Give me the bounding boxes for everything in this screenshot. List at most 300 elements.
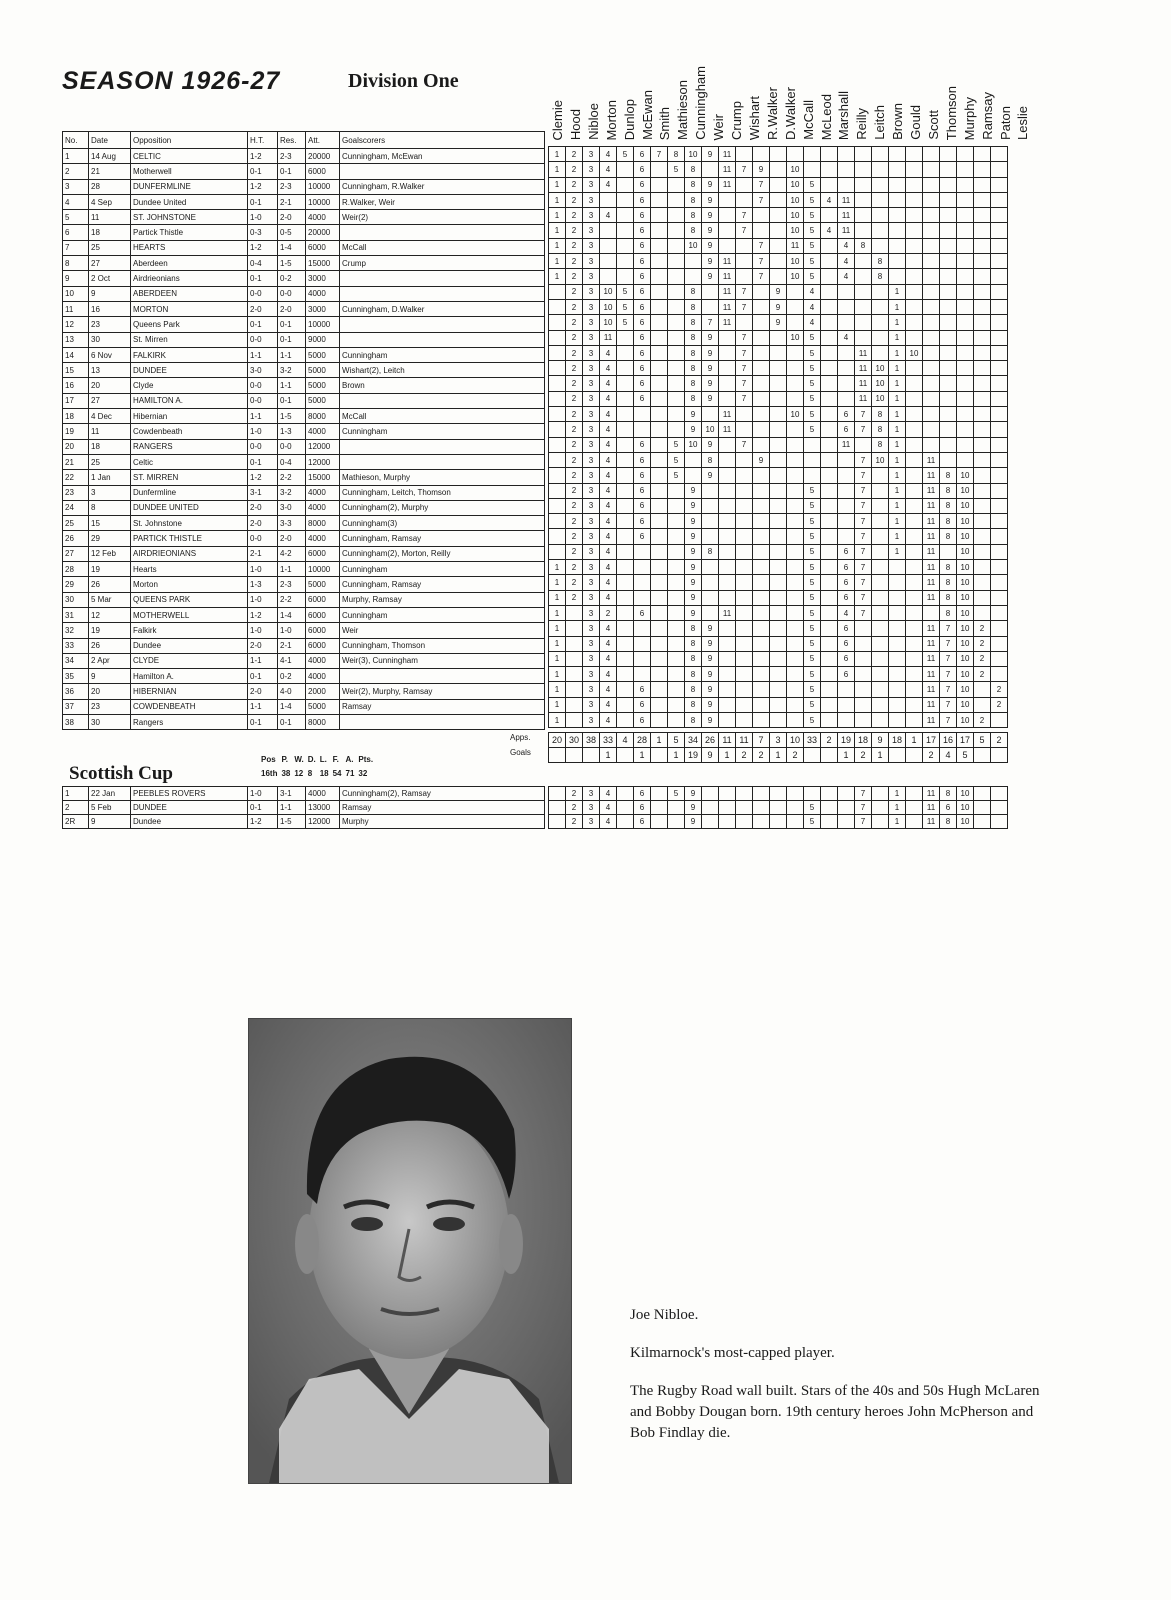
summary-value-cell: 16th	[261, 768, 278, 778]
grid-cell	[906, 407, 923, 422]
match-cell: 4 Dec	[89, 409, 131, 424]
grid-cell	[736, 621, 753, 636]
grid-cell: 3	[583, 498, 600, 513]
grid-cell	[838, 177, 855, 192]
match-cell: 21	[63, 454, 89, 469]
grid-cell	[974, 697, 991, 712]
match-cell: 4-0	[278, 684, 306, 699]
grid-cell	[651, 605, 668, 620]
grid-cell	[906, 468, 923, 483]
grid-row	[549, 330, 1008, 345]
grid-cell: 8	[685, 682, 702, 697]
match-cell: 3	[89, 485, 131, 500]
grid-cell	[736, 590, 753, 605]
match-cell: PARTICK THISTLE	[131, 531, 248, 546]
grid-cell: 7	[855, 560, 872, 575]
grid-cell	[991, 560, 1008, 575]
match-cell: ABERDEEN	[131, 286, 248, 301]
grid-cell: 10	[872, 452, 889, 467]
grid-cell: 11	[838, 437, 855, 452]
grid-cell: 5	[804, 391, 821, 406]
match-cell: Cunningham(2), Murphy	[340, 500, 545, 515]
grid-cell	[549, 284, 566, 299]
grid-cell: 2	[991, 682, 1008, 697]
cup-grid-cell: 8	[940, 787, 957, 801]
grid-cell: 5	[804, 605, 821, 620]
grid-cell: 3	[583, 376, 600, 391]
grid-cell: 11	[719, 254, 736, 269]
grid-cell: 8	[940, 468, 957, 483]
grid-cell	[991, 636, 1008, 651]
grid-cell: 10	[685, 238, 702, 253]
grid-cell	[770, 452, 787, 467]
grid-cell: 7	[855, 468, 872, 483]
grid-cell: 6	[634, 498, 651, 513]
grid-cell	[787, 299, 804, 314]
grid-row	[549, 667, 1008, 682]
grid-cell	[872, 498, 889, 513]
grid-cell	[668, 361, 685, 376]
grid-cell	[906, 621, 923, 636]
grid-cell	[889, 575, 906, 590]
match-cell: 16	[89, 301, 131, 316]
cup-grid-cell: 7	[855, 787, 872, 801]
grid-row	[549, 192, 1008, 207]
summary-value-cell: 54	[332, 768, 342, 778]
match-cell: 1-2	[248, 470, 278, 485]
grid-cell	[906, 208, 923, 223]
grid-cell	[651, 529, 668, 544]
grid-cell: 10	[787, 192, 804, 207]
match-cell: 5000	[306, 378, 340, 393]
grid-cell	[668, 529, 685, 544]
grid-cell	[617, 254, 634, 269]
match-cell: Cunningham	[340, 607, 545, 622]
grid-cell	[753, 712, 770, 727]
grid-cell	[974, 254, 991, 269]
grid-cell	[940, 376, 957, 391]
grid-cell	[855, 284, 872, 299]
grid-cell: 1	[549, 560, 566, 575]
match-cell: 1-5	[278, 409, 306, 424]
cup-grid-cell: 10	[957, 801, 974, 815]
cup-match-row	[63, 815, 545, 829]
grid-cell: 2	[566, 238, 583, 253]
goals-row	[549, 748, 1008, 763]
grid-cell: 3	[583, 407, 600, 422]
cup-grid-cell	[753, 801, 770, 815]
grid-cell	[974, 269, 991, 284]
grid-cell	[549, 345, 566, 360]
player-column-header	[924, 20, 940, 140]
grid-cell: 10	[957, 514, 974, 529]
goals-cell: 5	[957, 748, 974, 763]
grid-cell	[974, 514, 991, 529]
grid-cell	[940, 315, 957, 330]
grid-cell	[923, 208, 940, 223]
grid-cell: 2	[566, 284, 583, 299]
grid-cell	[549, 452, 566, 467]
grid-cell	[770, 192, 787, 207]
cup-grid-cell	[838, 815, 855, 829]
grid-cell	[617, 697, 634, 712]
grid-cell: 2	[566, 452, 583, 467]
match-cell: 20000	[306, 149, 340, 164]
player-name: Paton	[997, 106, 1013, 140]
grid-row	[549, 162, 1008, 177]
grid-cell	[940, 162, 957, 177]
grid-cell	[991, 452, 1008, 467]
cup-match-cell: 0-1	[248, 801, 278, 815]
grid-cell	[668, 299, 685, 314]
match-cell: 34	[63, 653, 89, 668]
grid-cell	[872, 223, 889, 238]
grid-cell	[940, 407, 957, 422]
grid-cell: 4	[600, 682, 617, 697]
grid-cell	[651, 560, 668, 575]
scottish-cup-heading: Scottish Cup	[69, 763, 173, 784]
grid-cell	[753, 621, 770, 636]
apps-cell: 10	[787, 733, 804, 748]
match-cell: 15	[89, 516, 131, 531]
cup-grid-cell	[770, 787, 787, 801]
grid-cell	[651, 254, 668, 269]
grid-cell	[991, 330, 1008, 345]
grid-cell: 8	[702, 544, 719, 559]
grid-cell	[855, 712, 872, 727]
grid-cell	[906, 422, 923, 437]
match-cell: 9	[89, 286, 131, 301]
grid-row	[549, 269, 1008, 284]
grid-cell	[855, 177, 872, 192]
match-cell: 1-4	[278, 699, 306, 714]
grid-cell	[549, 361, 566, 376]
grid-cell	[651, 651, 668, 666]
grid-cell: 5	[804, 376, 821, 391]
grid-cell	[872, 299, 889, 314]
match-cell: Cunningham	[340, 347, 545, 362]
player-name: Brown	[890, 103, 906, 140]
grid-cell	[736, 407, 753, 422]
match-cell: 0-0	[278, 286, 306, 301]
grid-cell: 8	[940, 590, 957, 605]
match-cell	[340, 225, 545, 240]
grid-cell	[549, 529, 566, 544]
grid-cell	[906, 667, 923, 682]
grid-cell	[753, 498, 770, 513]
grid-cell	[872, 605, 889, 620]
grid-cell	[736, 254, 753, 269]
grid-cell: 5	[617, 299, 634, 314]
grid-cell: 8	[685, 345, 702, 360]
match-cell: 1-4	[278, 240, 306, 255]
grid-cell	[906, 269, 923, 284]
match-cell: Cunningham, Leitch, Thomson	[340, 485, 545, 500]
grid-cell	[617, 575, 634, 590]
cup-grid-cell: 5	[668, 787, 685, 801]
grid-cell	[991, 315, 1008, 330]
grid-cell: 10	[702, 422, 719, 437]
grid-cell	[974, 529, 991, 544]
grid-cell: 2	[566, 529, 583, 544]
grid-cell	[719, 651, 736, 666]
grid-cell: 3	[583, 238, 600, 253]
grid-cell	[838, 682, 855, 697]
goals-cell	[906, 748, 923, 763]
match-cell: CELTIC	[131, 149, 248, 164]
grid-cell: 7	[736, 391, 753, 406]
cup-grid-cell	[719, 801, 736, 815]
cup-grid-cell: 6	[634, 815, 651, 829]
grid-cell	[991, 162, 1008, 177]
grid-cell	[702, 483, 719, 498]
match-cell: 31	[63, 607, 89, 622]
grid-cell	[974, 391, 991, 406]
cup-match-cell: 12000	[306, 815, 340, 829]
grid-row	[549, 651, 1008, 666]
grid-cell	[719, 238, 736, 253]
player-column-header	[906, 20, 922, 140]
grid-cell	[617, 468, 634, 483]
grid-cell	[804, 452, 821, 467]
grid-cell: 4	[600, 621, 617, 636]
grid-cell	[804, 468, 821, 483]
player-column-header	[1013, 20, 1029, 140]
grid-cell	[957, 361, 974, 376]
match-cell: HAMILTON A.	[131, 393, 248, 408]
grid-cell	[651, 437, 668, 452]
apps-cell: 18	[889, 733, 906, 748]
grid-cell: 1	[549, 147, 566, 162]
cup-grid-cell	[719, 815, 736, 829]
grid-cell	[566, 636, 583, 651]
apps-cell: 28	[634, 733, 651, 748]
grid-cell: 1	[889, 391, 906, 406]
grid-cell: 6	[838, 422, 855, 437]
match-cell: 0-1	[278, 317, 306, 332]
grid-cell	[821, 177, 838, 192]
grid-cell	[668, 651, 685, 666]
grid-cell	[719, 590, 736, 605]
grid-cell: 4	[600, 498, 617, 513]
grid-cell	[651, 575, 668, 590]
match-cell: 4	[63, 194, 89, 209]
grid-cell: 4	[600, 407, 617, 422]
apps-cell: 33	[600, 733, 617, 748]
grid-cell	[889, 590, 906, 605]
match-cell: 13	[89, 363, 131, 378]
grid-cell: 1	[549, 575, 566, 590]
cup-grid-cell	[549, 801, 566, 815]
match-cell: 1-0	[248, 562, 278, 577]
grid-cell	[634, 590, 651, 605]
match-cell: 18	[89, 439, 131, 454]
grid-cell: 4	[838, 254, 855, 269]
grid-cell: 5	[804, 361, 821, 376]
grid-cell	[923, 345, 940, 360]
grid-cell	[787, 498, 804, 513]
grid-cell	[906, 162, 923, 177]
apps-cell: 34	[685, 733, 702, 748]
grid-cell	[736, 667, 753, 682]
grid-cell	[634, 621, 651, 636]
grid-cell	[787, 376, 804, 391]
player-name: Smith	[657, 106, 673, 140]
player-name: McEwan	[639, 90, 655, 140]
grid-cell	[617, 529, 634, 544]
match-cell: 12	[89, 607, 131, 622]
apps-cell: 16	[940, 733, 957, 748]
grid-cell	[974, 468, 991, 483]
match-cell: 2 Oct	[89, 271, 131, 286]
grid-cell	[668, 544, 685, 559]
grid-cell: 6	[634, 208, 651, 223]
grid-cell: 4	[600, 468, 617, 483]
cup-match-cell: 4000	[306, 787, 340, 801]
grid-cell	[770, 682, 787, 697]
match-cell: 2-2	[278, 592, 306, 607]
match-cell: 9000	[306, 332, 340, 347]
grid-cell	[549, 483, 566, 498]
match-cell: Cowdenbeath	[131, 424, 248, 439]
grid-row	[549, 147, 1008, 162]
grid-cell	[617, 498, 634, 513]
match-cell: Airdrieonians	[131, 271, 248, 286]
goals-cell	[549, 748, 566, 763]
grid-cell: 9	[702, 621, 719, 636]
cup-grid-cell	[617, 815, 634, 829]
goals-cell	[821, 748, 838, 763]
cup-grid-cell: 5	[804, 815, 821, 829]
match-row	[63, 684, 545, 699]
grid-cell: 9	[702, 636, 719, 651]
grid-cell: 10	[957, 605, 974, 620]
grid-cell	[719, 330, 736, 345]
league-column-header: Date	[89, 132, 131, 149]
match-row	[63, 409, 545, 424]
grid-cell: 11	[719, 269, 736, 284]
grid-cell	[855, 330, 872, 345]
grid-cell: 6	[634, 682, 651, 697]
match-cell: Celtic	[131, 454, 248, 469]
grid-cell	[617, 162, 634, 177]
grid-cell: 1	[549, 223, 566, 238]
grid-row	[549, 605, 1008, 620]
grid-cell	[872, 315, 889, 330]
grid-cell: 9	[702, 254, 719, 269]
grid-cell: 5	[804, 682, 821, 697]
match-cell: Queens Park	[131, 317, 248, 332]
match-cell: 10000	[306, 317, 340, 332]
match-cell	[340, 714, 545, 729]
grid-cell	[855, 223, 872, 238]
player-name: Scott	[925, 110, 941, 140]
grid-cell	[549, 315, 566, 330]
grid-cell: 9	[685, 514, 702, 529]
grid-cell: 9	[685, 483, 702, 498]
grid-cell	[872, 514, 889, 529]
match-cell: 25	[63, 516, 89, 531]
match-row	[63, 164, 545, 179]
match-cell: 23	[63, 485, 89, 500]
cup-match-cell: DUNDEE	[131, 801, 248, 815]
cup-match-cell: 1-2	[248, 815, 278, 829]
grid-cell	[753, 575, 770, 590]
grid-cell: 1	[549, 667, 566, 682]
cup-grid-cell	[736, 815, 753, 829]
cup-grid-cell: 4	[600, 787, 617, 801]
match-cell: Ramsay	[340, 699, 545, 714]
grid-cell	[702, 498, 719, 513]
grid-cell: 9	[702, 697, 719, 712]
cup-grid-row	[549, 787, 1008, 801]
grid-cell: 10	[957, 483, 974, 498]
grid-cell	[889, 621, 906, 636]
grid-cell: 5	[804, 667, 821, 682]
grid-cell	[719, 636, 736, 651]
grid-cell	[787, 514, 804, 529]
grid-cell	[872, 483, 889, 498]
goals-cell	[583, 748, 600, 763]
grid-cell	[872, 147, 889, 162]
grid-cell: 9	[685, 422, 702, 437]
grid-cell: 4	[838, 330, 855, 345]
grid-cell: 10	[787, 254, 804, 269]
match-cell: 21	[89, 164, 131, 179]
match-row	[63, 363, 545, 378]
grid-cell: 5	[668, 162, 685, 177]
grid-cell: 9	[770, 315, 787, 330]
summary-value-cell: 32	[358, 768, 368, 778]
cup-grid-cell: 7	[855, 815, 872, 829]
grid-cell	[821, 407, 838, 422]
grid-cell	[923, 238, 940, 253]
grid-cell	[872, 345, 889, 360]
grid-cell	[923, 254, 940, 269]
cup-grid-cell	[787, 815, 804, 829]
grid-cell: 9	[702, 208, 719, 223]
grid-cell	[770, 498, 787, 513]
match-cell: 27	[89, 256, 131, 271]
grid-cell	[923, 223, 940, 238]
grid-row	[549, 407, 1008, 422]
grid-cell	[872, 468, 889, 483]
grid-cell	[923, 330, 940, 345]
summary-value-cell: 71	[345, 768, 355, 778]
grid-cell	[549, 391, 566, 406]
grid-cell	[617, 636, 634, 651]
match-cell: 33	[63, 638, 89, 653]
cup-grid-cell: 1	[889, 801, 906, 815]
grid-cell	[753, 514, 770, 529]
grid-cell: 10	[957, 560, 974, 575]
match-cell: Weir	[340, 623, 545, 638]
grid-cell: 8	[685, 208, 702, 223]
player-name: Murphy	[961, 96, 977, 140]
cup-results-table	[62, 786, 545, 829]
grid-cell	[957, 254, 974, 269]
player-column-header	[763, 20, 779, 140]
grid-cell	[736, 682, 753, 697]
grid-cell	[855, 636, 872, 651]
grid-cell	[923, 315, 940, 330]
grid-cell	[889, 667, 906, 682]
grid-cell: 10	[957, 682, 974, 697]
grid-cell: 1	[889, 498, 906, 513]
grid-cell: 4	[600, 590, 617, 605]
caption-line2: The Rugby Road wall built. Stars of the 40s and 50s Hugh McLaren and Bobby Dougan born. 19th century heroes John McPherson and Bob Findlay die.	[630, 1383, 1040, 1441]
match-cell: RANGERS	[131, 439, 248, 454]
